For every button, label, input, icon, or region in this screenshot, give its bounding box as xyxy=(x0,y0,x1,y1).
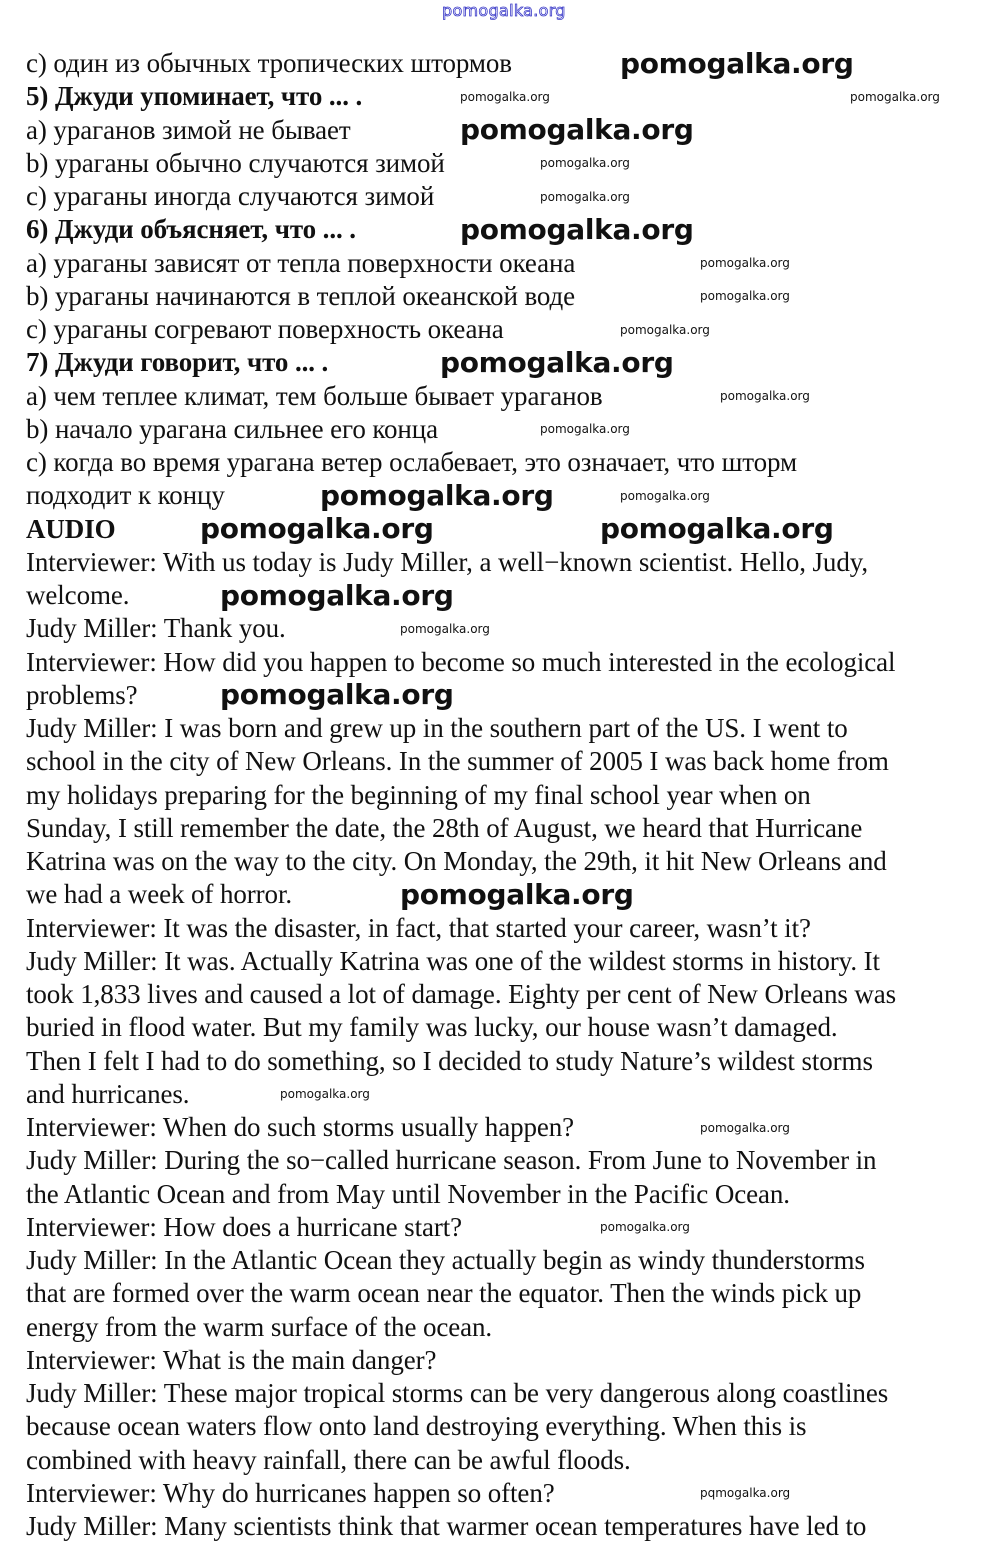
watermark: pomogalka.org xyxy=(540,189,630,204)
text-line: Sunday, I still remember the date, the 28th of August, we heard that Hurricane xyxy=(26,812,863,843)
text-line: Judy Miller: These major tropical storms can be very dangerous along coastlines xyxy=(26,1378,889,1408)
watermark: pomogalka.org xyxy=(620,46,854,80)
watermark: pomogalka.org xyxy=(850,89,940,104)
text-line: school in the city of New Orleans. In the summer of 2005 I was back home from xyxy=(26,746,889,777)
watermark: pomogalka.org xyxy=(400,877,634,911)
text-line: a) ураганы зависят от тепла поверхности океана xyxy=(26,247,576,278)
text-line: a) ураганов зимой не бывает xyxy=(26,114,351,145)
site-header-watermark: pomogalka.org xyxy=(442,1,566,20)
watermark: pomogalka.org xyxy=(700,289,790,304)
text-line: c) один из обычных тропических штормов xyxy=(26,48,512,78)
text-line: Interviewer: When do such storms usually happen? xyxy=(26,1112,575,1142)
text-line: Interviewer: What is the main danger? xyxy=(26,1344,437,1375)
watermark: pomogalka.org xyxy=(440,345,674,379)
text-line: took 1,833 lives and caused a lot of damage. Eighty per cent of New Orleans was xyxy=(26,979,897,1009)
text-line: c) ураганы иногда случаются зимой xyxy=(26,181,435,211)
text-line: Katrina was on the way to the city. On Monday, the 29th, it hit New Orleans and xyxy=(26,846,887,876)
text-line: Judy Miller: During the so−called hurricane season. From June to November in xyxy=(26,1145,877,1176)
question-heading: 5) Джуди упоминает, что ... . xyxy=(26,81,363,112)
text-line: a) чем теплее климат, тем больше бывает ураганов xyxy=(26,380,603,411)
text-line: that are formed over the warm ocean near the equator. Then the winds pick up xyxy=(26,1278,862,1309)
watermark: pomogalka.org xyxy=(620,488,710,503)
watermark: pomogalka.org xyxy=(540,422,630,437)
text-line: welcome. xyxy=(26,580,130,610)
text-line: Interviewer: How does a hurricane start? xyxy=(26,1211,463,1242)
text-line: Judy Miller: It was. Actually Katrina was one of the wildest storms in history. It xyxy=(26,945,880,976)
text-line: Judy Miller: Thank you. xyxy=(26,613,286,644)
watermark: pomogalka.org xyxy=(620,322,710,337)
watermark: pomogalka.org xyxy=(200,512,434,546)
document-body xyxy=(26,47,996,1543)
text-line: Interviewer: How did you happen to become so much interested in the ecological xyxy=(26,646,896,677)
question-heading: AUDIO xyxy=(26,513,116,544)
watermark: pomogalka.org xyxy=(600,1220,690,1235)
watermark: pomogalka.org xyxy=(720,389,810,404)
text-line: b) ураганы начинаются в теплой океанской воде xyxy=(26,280,576,311)
watermark: pomogalka.org xyxy=(220,678,454,712)
watermark: pomogalka.org xyxy=(700,256,790,271)
watermark: pomogalka.org xyxy=(460,212,694,246)
text-line: and hurricanes. xyxy=(26,1078,190,1109)
text-line: Judy Miller: Many scientists think that warmer ocean temperatures have led to xyxy=(26,1511,867,1541)
text-line: c) ураганы согревают поверхность океана xyxy=(26,314,504,344)
text-line: Then I felt I had to do something, so I decided to study Nature’s wildest storms xyxy=(26,1045,873,1076)
text-line: energy from the warm surface of the ocean. xyxy=(26,1311,493,1342)
question-heading: 6) Джуди объясняет, что ... . xyxy=(26,214,356,245)
text-line: b) ураганы обычно случаются зимой xyxy=(26,147,445,178)
text-line: because ocean waters flow onto land destroying everything. When this is xyxy=(26,1411,807,1442)
text-line: combined with heavy rainfall, there can be awful floods. xyxy=(26,1444,631,1475)
watermark: pomogalka.org xyxy=(460,113,694,147)
text-line: buried in flood water. But my family was lucky, our house wasn’t damaged. xyxy=(26,1012,838,1043)
question-heading: 7) Джуди говорит, что ... . xyxy=(26,347,329,378)
watermark: pomogalka.org xyxy=(220,578,454,612)
watermark: pomogalka.org xyxy=(540,156,630,171)
text-line: подходит к концу xyxy=(26,480,225,511)
watermark: pomogalka.org xyxy=(700,1120,790,1135)
watermark: pomogalka.org xyxy=(600,512,834,546)
text-line: my holidays preparing for the beginning of my final school year when on xyxy=(26,779,811,810)
watermark: pomogalka.org xyxy=(460,89,550,104)
text-line: we had a week of horror. xyxy=(26,879,292,910)
text-line: Judy Miller: In the Atlantic Ocean they actually begin as windy thunderstorms xyxy=(26,1245,865,1275)
text-line: b) начало урагана сильнее его конца xyxy=(26,413,438,444)
text-line: Interviewer: Why do hurricanes happen so often? xyxy=(26,1477,555,1508)
watermark: pomogalka.org xyxy=(400,621,490,636)
text-line: c) когда во время урагана ветер ослабевает, это означает, что шторм xyxy=(26,447,798,477)
text-line: Judy Miller: I was born and grew up in the southern part of the US. I went to xyxy=(26,713,848,743)
watermark: pomogalka.org xyxy=(320,478,554,512)
text-line: problems? xyxy=(26,679,138,710)
watermark: pqmogalka.org xyxy=(700,1486,791,1501)
text-line: the Atlantic Ocean and from May until November in the Pacific Ocean. xyxy=(26,1178,790,1209)
text-line: Interviewer: With us today is Judy Miller, a well−known scientist. Hello, Judy, xyxy=(26,546,869,577)
watermark: pomogalka.org xyxy=(280,1087,370,1102)
text-line: Interviewer: It was the disaster, in fact, that started your career, wasn’t it? xyxy=(26,912,811,943)
